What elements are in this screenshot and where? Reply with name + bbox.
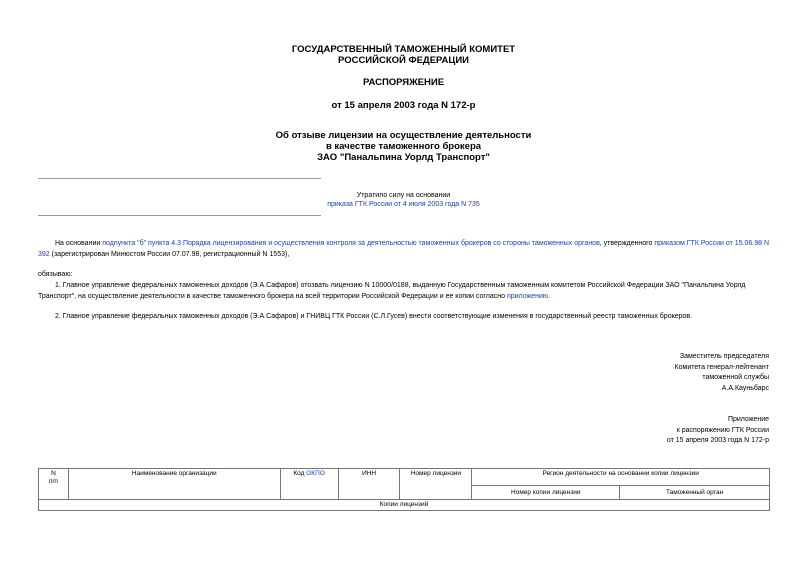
preamble-link-order-392[interactable]: приказом ГТК России от 15.06.98 N 392 — [38, 240, 770, 258]
agency-header — [0, 44, 807, 66]
header-cell-okpo — [280, 469, 338, 500]
signature-line-3: таможенной службы — [702, 374, 769, 381]
status-note-text: Утратило силу на основании — [356, 192, 451, 199]
signature-line-2: Комитета генерал-лейтенант — [674, 363, 769, 371]
obligate-text: обязываю: — [38, 271, 73, 278]
signature-block — [569, 352, 769, 394]
status-note-link[interactable]: приказа ГТК России от 4 июля 2003 года N 735 — [327, 201, 480, 208]
title-line-3: ЗАО "Панальпина Уорлд Транспорт" — [317, 152, 490, 163]
item-1-text: 1. Главное управление федеральных таможенных доходов (Э.А.Сафаров) отозвать лицензию N 10000/0188, выданную Государственным таможенным комитетом Российской Федерации ЗАО "Панальпина Уорлд Транспорт", на осуществление деятельности в качестве таможенного брокера на всей территории Российской Федерации и ее копии согласно — [38, 282, 746, 300]
title-line-1: Об отзыве лицензии на осуществление деятельности — [275, 130, 532, 141]
appendix-line-2: к распоряжению ГТК России — [676, 426, 769, 434]
item-2-paragraph: 2. Главное управление федеральных таможенных доходов (Э.А.Сафаров) и ГНИВЦ ГТК России (С.Л.Гусев) внести соответствующие изменения в государственный реестр таможенных брокеров. — [55, 313, 693, 320]
item-1-appendix-link[interactable]: приложению — [506, 293, 549, 300]
header-okpo-prefix: Код — [293, 470, 305, 477]
divider-bottom — [38, 215, 321, 216]
item-1-paragraph — [38, 280, 770, 302]
header-cell-inn: ИНН — [338, 469, 400, 500]
header-num-line-1: N — [51, 470, 56, 477]
doc-date: от 15 апреля 2003 года N 172-р — [331, 100, 476, 111]
doc-title — [0, 130, 807, 163]
agency-line-1: ГОСУДАРСТВЕННЫЙ ТАМОЖЕННЫЙ КОМИТЕТ — [291, 44, 516, 55]
signature-line-4: А.А.Кауньбарс — [721, 384, 769, 392]
header-cell-region: Регион деятельности на основании копии лицензии — [472, 469, 770, 486]
doc-type: РАСПОРЯЖЕНИЕ — [362, 77, 445, 88]
appendix-block — [569, 415, 769, 447]
license-table — [38, 468, 770, 511]
preamble-paragraph — [38, 238, 770, 260]
preamble-middle: , утвержденного — [599, 240, 653, 247]
appendix-line-3: от 15 апреля 2003 года N 172-р — [666, 437, 769, 444]
preamble-link-order-rules[interactable]: подпункта "б" пункта 4.3 Порядка лицензирования и осуществления контроля за деятельностью таможенных брокеров со стороны таможенных органов — [102, 240, 600, 247]
table-footer-cell: Копии лицензий — [39, 500, 770, 511]
title-line-2: в качестве таможенного брокера — [325, 141, 482, 152]
table-header-row — [39, 469, 770, 486]
item-1-end: . — [548, 293, 551, 300]
header-num-line-2: п/п — [49, 478, 58, 485]
header-cell-num — [39, 469, 69, 500]
table-row — [39, 500, 770, 511]
status-note — [250, 191, 557, 209]
appendix-line-1: Приложение — [727, 416, 769, 423]
subheader-cell-copy-num: Номер копии лицензии — [472, 486, 620, 500]
divider-top — [38, 178, 321, 179]
header-cell-org: Наименование организации — [68, 469, 280, 500]
signature-line-1: Заместитель председателя — [679, 353, 769, 360]
subheader-cell-customs: Таможенный орган — [620, 486, 770, 500]
preamble-suffix: (зарегистрирован Минюстом России 07.07.98, регистрационный N 1553), — [49, 251, 290, 258]
header-okpo-link[interactable]: ОКПО — [306, 470, 325, 477]
preamble-prefix: На основании — [55, 240, 101, 247]
header-cell-license: Номер лицензии — [400, 469, 472, 500]
agency-line-2: РОССИЙСКОЙ ФЕДЕРАЦИИ — [337, 55, 469, 66]
